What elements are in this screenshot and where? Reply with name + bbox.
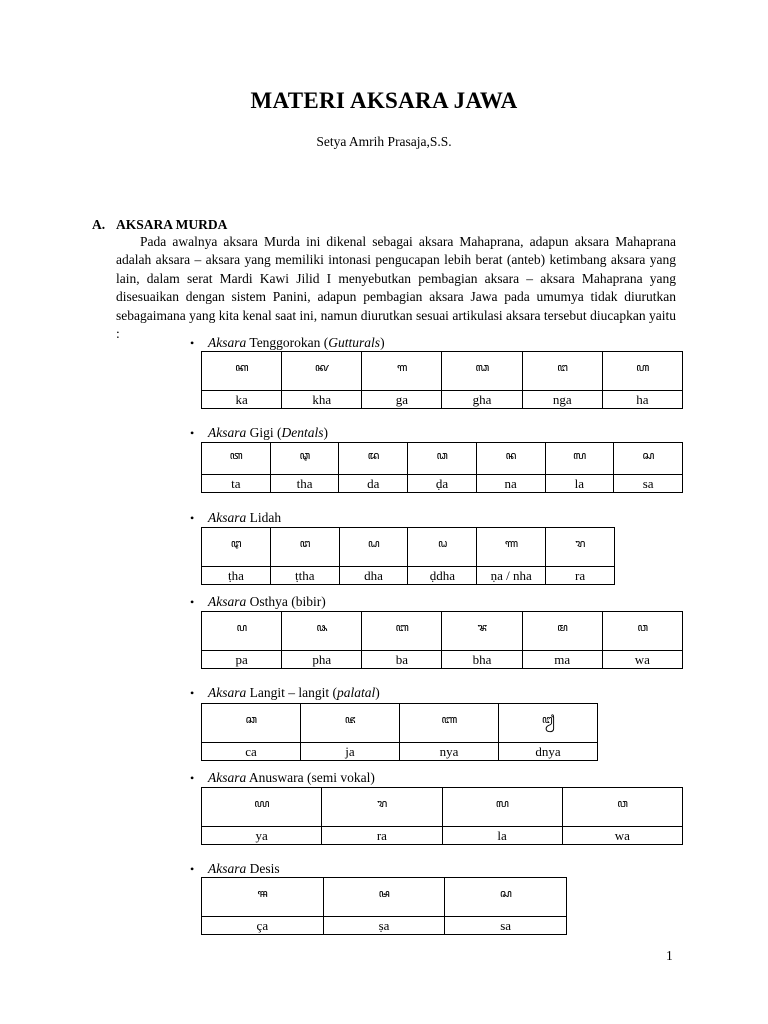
page-title: MATERI AKSARA JAWA xyxy=(250,88,518,113)
group-name: Desis xyxy=(249,861,280,876)
latin-transliteration: ga xyxy=(362,391,442,409)
glyph-row xyxy=(202,528,615,567)
javanese-glyph: ꦱ xyxy=(445,878,567,917)
bullet-icon: • xyxy=(190,511,195,525)
javanese-glyph: ꦱ xyxy=(614,443,683,475)
latin-transliteration: wa xyxy=(602,651,682,669)
latin-transliteration: la xyxy=(442,827,562,845)
javanese-glyph: ꦝ xyxy=(339,528,408,567)
aksara-table xyxy=(201,611,683,669)
javanese-glyph: ꦤ xyxy=(476,443,545,475)
latin-row xyxy=(202,917,567,935)
javanese-glyph: ꦗ xyxy=(301,704,400,743)
section-heading xyxy=(92,217,227,233)
javanese-glyph: ꦓ xyxy=(442,352,522,391)
latin-transliteration: na xyxy=(476,475,545,493)
latin-row xyxy=(202,651,683,669)
glyph-row xyxy=(202,788,683,827)
javanese-glyph: ꦦ xyxy=(282,612,362,651)
aksara-table xyxy=(201,877,567,935)
group-label xyxy=(190,594,326,610)
bullet-icon: • xyxy=(190,336,195,350)
group-suffix: ) xyxy=(380,335,385,350)
javanese-glyph: ꦠ xyxy=(202,443,271,475)
glyph-row xyxy=(202,612,683,651)
javanese-glyph: ꦑ xyxy=(282,352,362,391)
javanese-glyph: ꦏ xyxy=(202,352,282,391)
latin-transliteration: ḍa xyxy=(408,475,477,493)
group-prefix: Aksara xyxy=(208,425,247,440)
group-name: Osthya (bibir) xyxy=(249,594,326,609)
group-suffix: ) xyxy=(375,685,380,700)
javanese-glyph: ꦩ xyxy=(522,612,602,651)
javanese-glyph: ꦪ xyxy=(202,788,322,827)
aksara-table xyxy=(201,787,683,845)
latin-transliteration: ṣa xyxy=(323,917,445,935)
group-label xyxy=(190,425,328,441)
latin-transliteration: gha xyxy=(442,391,522,409)
group-prefix: Aksara xyxy=(208,685,247,700)
group-prefix: Aksara xyxy=(208,770,247,785)
latin-transliteration: ṭha xyxy=(202,567,271,585)
javanese-glyph: ꦰ xyxy=(323,878,445,917)
javanese-glyph: ꦮ xyxy=(562,788,682,827)
latin-transliteration: sa xyxy=(614,475,683,493)
javanese-glyph: ꦨ xyxy=(442,612,522,651)
group-prefix: Aksara xyxy=(208,594,247,609)
latin-row xyxy=(202,567,615,585)
javanese-glyph: ꦞ xyxy=(408,528,477,567)
aksara-table xyxy=(201,442,683,493)
group-label xyxy=(190,861,280,877)
latin-transliteration: ma xyxy=(522,651,602,669)
latin-transliteration: nya xyxy=(400,743,499,761)
group-name-italic: palatal xyxy=(336,685,376,700)
javanese-glyph: ꦜ xyxy=(270,528,339,567)
javanese-glyph: ꦲ xyxy=(602,352,682,391)
javanese-glyph: ꦡ xyxy=(270,443,339,475)
glyph-row xyxy=(202,443,683,475)
latin-row xyxy=(202,475,683,493)
aksara-table xyxy=(201,351,683,409)
section-title: AKSARA MURDA xyxy=(116,217,228,232)
latin-transliteration: la xyxy=(545,475,614,493)
latin-transliteration: wa xyxy=(562,827,682,845)
section-paragraph: Pada awalnya aksara Murda ini dikenal sebagai aksara Mahaprana, adapun aksara Mahaprana adalah aksara – aksara yang memiliki intonasi pengucapan lebih berat (anteb) ketimbang aksara yang lain, dalam serat Mardi Kawi Jilid I menyebutkan pembagian aksara – aksara Mahaprana yang disesuaikan dengan sistem Panini, adapun pembagian aksara Jawa pada umumya tidak diurutkan sebagaimana yang kita kenal saat ini, namun diurutkan sesuai artikulasi aksara tersebut diucapkan yaitu : xyxy=(116,234,676,342)
latin-transliteration: ya xyxy=(202,827,322,845)
latin-transliteration: pa xyxy=(202,651,282,669)
section-number: A. xyxy=(92,217,106,232)
javanese-glyph: ꦭ xyxy=(442,788,562,827)
bullet-icon: • xyxy=(190,862,195,876)
latin-transliteration: da xyxy=(339,475,408,493)
latin-transliteration: dnya xyxy=(499,743,598,761)
group-name: Lidah xyxy=(249,510,282,525)
javanese-glyph: ꦔ xyxy=(522,352,602,391)
javanese-glyph: ꦧ xyxy=(362,612,442,651)
group-name-italic: Dentals xyxy=(281,425,324,440)
javanese-glyph: ꦭ xyxy=(545,443,614,475)
javanese-glyph: ꦕ xyxy=(202,704,301,743)
latin-transliteration: ca xyxy=(202,743,301,761)
latin-transliteration: kha xyxy=(282,391,362,409)
latin-transliteration: sa xyxy=(445,917,567,935)
javanese-glyph: ꦫ xyxy=(322,788,442,827)
javanese-glyph: ꦣ xyxy=(408,443,477,475)
javanese-glyph: ꦒ xyxy=(362,352,442,391)
group-label xyxy=(190,510,281,526)
aksara-table xyxy=(201,527,615,585)
latin-transliteration: ha xyxy=(602,391,682,409)
group-prefix: Aksara xyxy=(208,510,247,525)
aksara-table xyxy=(201,703,598,761)
latin-transliteration: pha xyxy=(282,651,362,669)
group-name: Anuswara (semi vokal) xyxy=(248,770,375,785)
latin-transliteration: ṭtha xyxy=(270,567,339,585)
javanese-glyph: ꦙ xyxy=(499,704,598,743)
latin-transliteration: ba xyxy=(362,651,442,669)
javanese-glyph: ꦫ xyxy=(546,528,615,567)
group-label xyxy=(190,770,375,786)
javanese-glyph: ꦢ xyxy=(339,443,408,475)
latin-transliteration: ra xyxy=(322,827,442,845)
latin-transliteration: ça xyxy=(202,917,324,935)
group-label xyxy=(190,685,380,701)
latin-transliteration: tha xyxy=(270,475,339,493)
group-name-italic: Gutturals xyxy=(328,335,381,350)
group-label xyxy=(190,335,385,351)
glyph-row xyxy=(202,352,683,391)
group-prefix: Aksara xyxy=(208,861,247,876)
javanese-glyph: ꦯ xyxy=(202,878,324,917)
latin-transliteration: ra xyxy=(546,567,615,585)
javanese-glyph: ꦛ xyxy=(202,528,271,567)
bullet-icon: • xyxy=(190,771,195,785)
group-prefix: Aksara xyxy=(208,335,247,350)
latin-transliteration: ḍdha xyxy=(408,567,477,585)
bullet-icon: • xyxy=(190,595,195,609)
latin-transliteration: dha xyxy=(339,567,408,585)
author-name: Setya Amrih Prasaja,S.S. xyxy=(316,134,452,149)
latin-transliteration: nga xyxy=(522,391,602,409)
group-suffix: ) xyxy=(323,425,328,440)
latin-row xyxy=(202,743,598,761)
latin-transliteration: ka xyxy=(202,391,282,409)
latin-transliteration: ja xyxy=(301,743,400,761)
glyph-row xyxy=(202,878,567,917)
bullet-icon: • xyxy=(190,426,195,440)
javanese-glyph: ꦥ xyxy=(202,612,282,651)
latin-row xyxy=(202,391,683,409)
latin-transliteration: bha xyxy=(442,651,522,669)
latin-row xyxy=(202,827,683,845)
glyph-row xyxy=(202,704,598,743)
bullet-icon: • xyxy=(190,686,195,700)
latin-transliteration: ṇa / nha xyxy=(477,567,546,585)
group-name: Gigi ( xyxy=(249,425,282,440)
page-number: 1 xyxy=(666,948,673,963)
group-name: Tenggorokan ( xyxy=(249,335,329,350)
latin-transliteration: ta xyxy=(202,475,271,493)
javanese-glyph: ꦚ xyxy=(400,704,499,743)
javanese-glyph: ꦟ xyxy=(477,528,546,567)
javanese-glyph: ꦮ xyxy=(602,612,682,651)
group-name: Langit – langit ( xyxy=(249,685,337,700)
